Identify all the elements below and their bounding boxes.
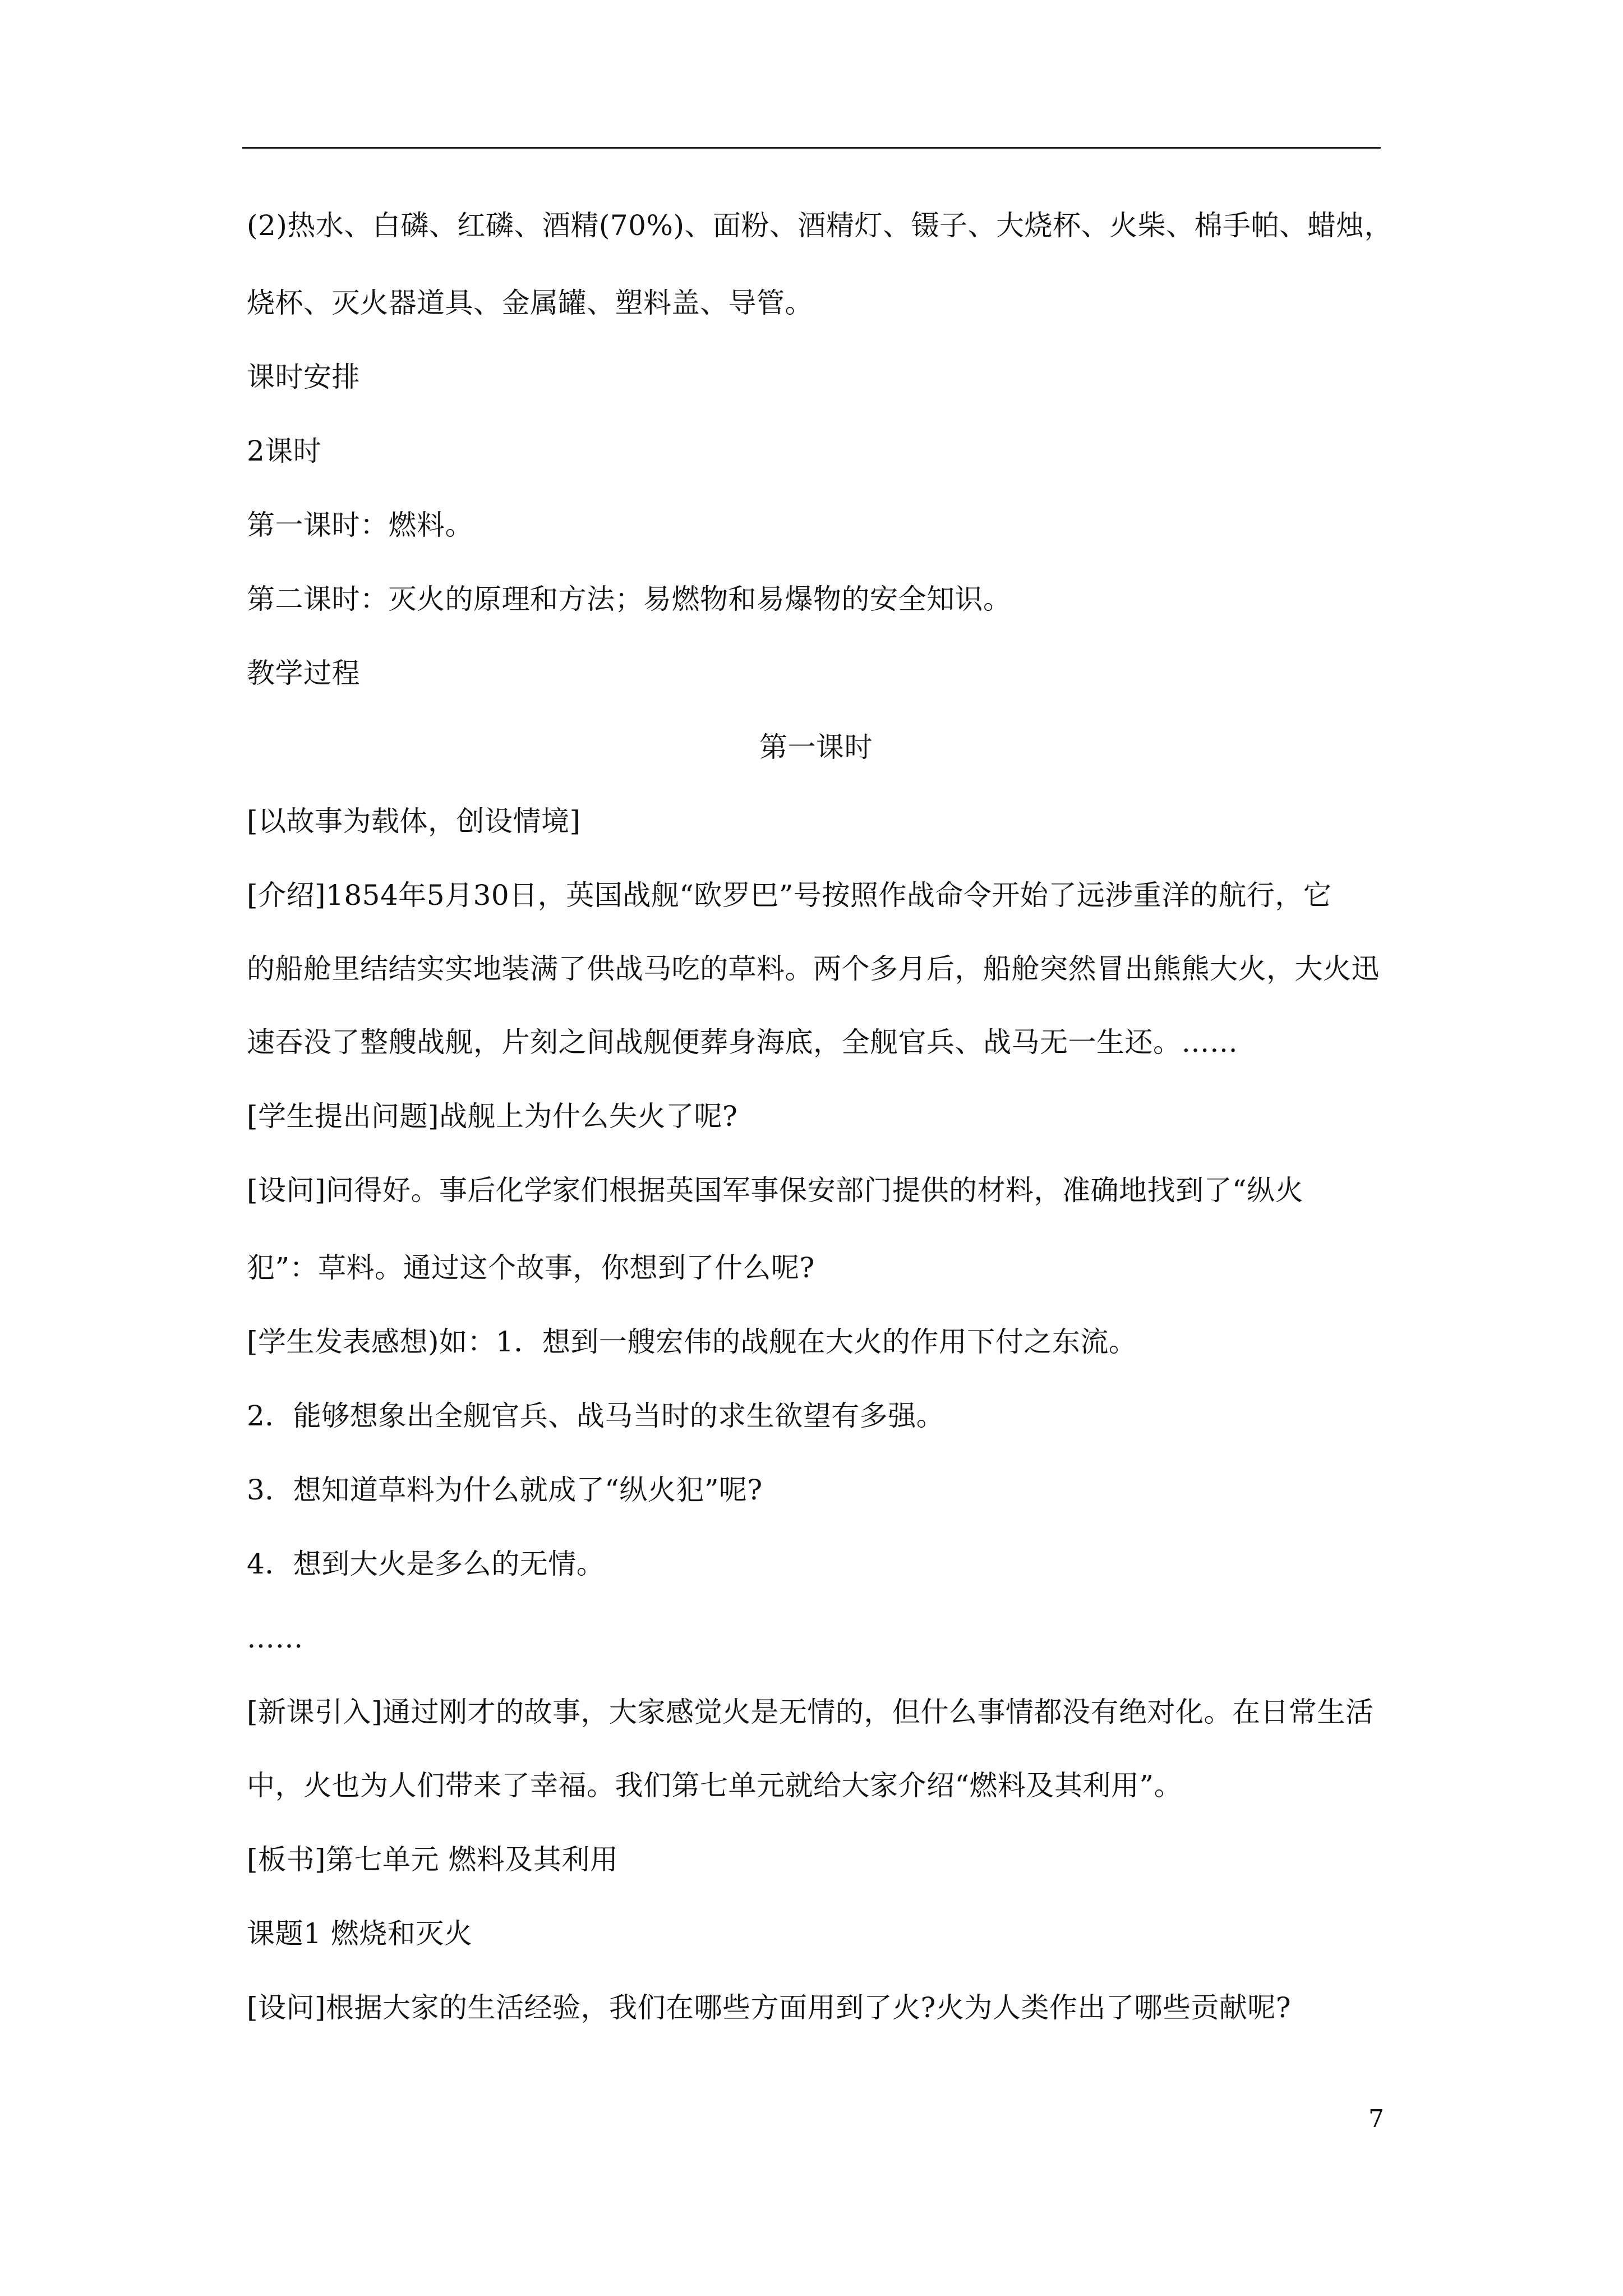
- materials-line-2: 烧杯、灭火器道具、金属罐、塑料盖、导管。: [247, 287, 813, 319]
- schedule-count: 2课时: [247, 435, 322, 467]
- feelings-ellipsis: ……: [247, 1622, 303, 1654]
- schedule-first-lesson: 第一课时：燃料。: [247, 509, 473, 541]
- new-lesson-line-1: [新课引入]通过刚才的故事，大家感觉火是无情的，但什么事情都没有绝对化。在日常生活: [247, 1696, 1374, 1728]
- teacher-question: [247, 1171, 1385, 1287]
- materials-line-1: (2)热水、白磷、红磷、酒精(70%)、面粉、酒精灯、镊子、大烧杯、火柴、棉手帕、蜡烛，: [247, 209, 1393, 242]
- story-intro-line-3: 速吞没了整艘战舰，片刻之间战舰便葬身海底，全舰官兵、战马无一生还。……: [247, 1026, 1238, 1059]
- new-lesson-intro: [247, 1693, 1385, 1805]
- materials-paragraph: [247, 206, 1393, 245]
- teacher-question-line-2: 犯”：草料。通过这个故事，你想到了什么呢?: [247, 1251, 815, 1284]
- schedule-heading: 课时安排: [247, 361, 360, 393]
- page-number: 7: [1368, 2105, 1384, 2133]
- story-frame: [以故事为载体，创设情境]: [247, 805, 581, 838]
- student-feeling-2: 2．能够想象出全舰官兵、战马当时的求生欲望有多强。: [247, 1400, 945, 1432]
- student-feeling-3: 3．想知道草料为什么就成了“纵火犯”呢?: [247, 1474, 763, 1506]
- document-body: [247, 206, 1393, 2063]
- student-feeling-4: 4．想到大火是多么的无情。: [247, 1548, 605, 1580]
- section-title: 第一课时: [759, 731, 873, 763]
- materials-paragraph-cont: [247, 284, 1385, 323]
- header-rule: [242, 147, 1381, 149]
- closing-question: [设问]根据大家的生活经验，我们在哪些方面用到了火?火为人类作出了哪些贡献呢?: [247, 1991, 1292, 2024]
- story-intro: [247, 876, 1385, 1062]
- schedule-second-lesson: 第二课时：灭火的原理和方法；易燃物和易爆物的安全知识。: [247, 583, 1012, 615]
- story-intro-line-2: 的船舱里结结实实地装满了供战马吃的草料。两个多月后，船舱突然冒出熊熊大火，大火迅: [247, 953, 1380, 985]
- teacher-question-line-1: [设问]问得好。事后化学家们根据英国军事保安部门提供的材料，准确地找到了“纵火: [247, 1174, 1304, 1207]
- new-lesson-line-2: 中，火也为人们带来了幸福。我们第七单元就给大家介绍“燃料及其利用”。: [247, 1769, 1183, 1802]
- board-note: [板书]第七单元 燃料及其利用: [247, 1843, 619, 1876]
- process-heading: 教学过程: [247, 657, 360, 689]
- story-intro-line-1: [介绍]1854年5月30日，英国战舰“欧罗巴”号按照作战命令开始了远涉重洋的航行，它: [247, 879, 1332, 912]
- student-question: [学生提出问题]战舰上为什么失火了呢?: [247, 1100, 738, 1133]
- student-feeling-1: [学生发表感想)如：1．想到一艘宏伟的战舰在大火的作用下付之东流。: [247, 1326, 1137, 1358]
- topic-title: 课题1 燃烧和灭火: [247, 1917, 473, 1950]
